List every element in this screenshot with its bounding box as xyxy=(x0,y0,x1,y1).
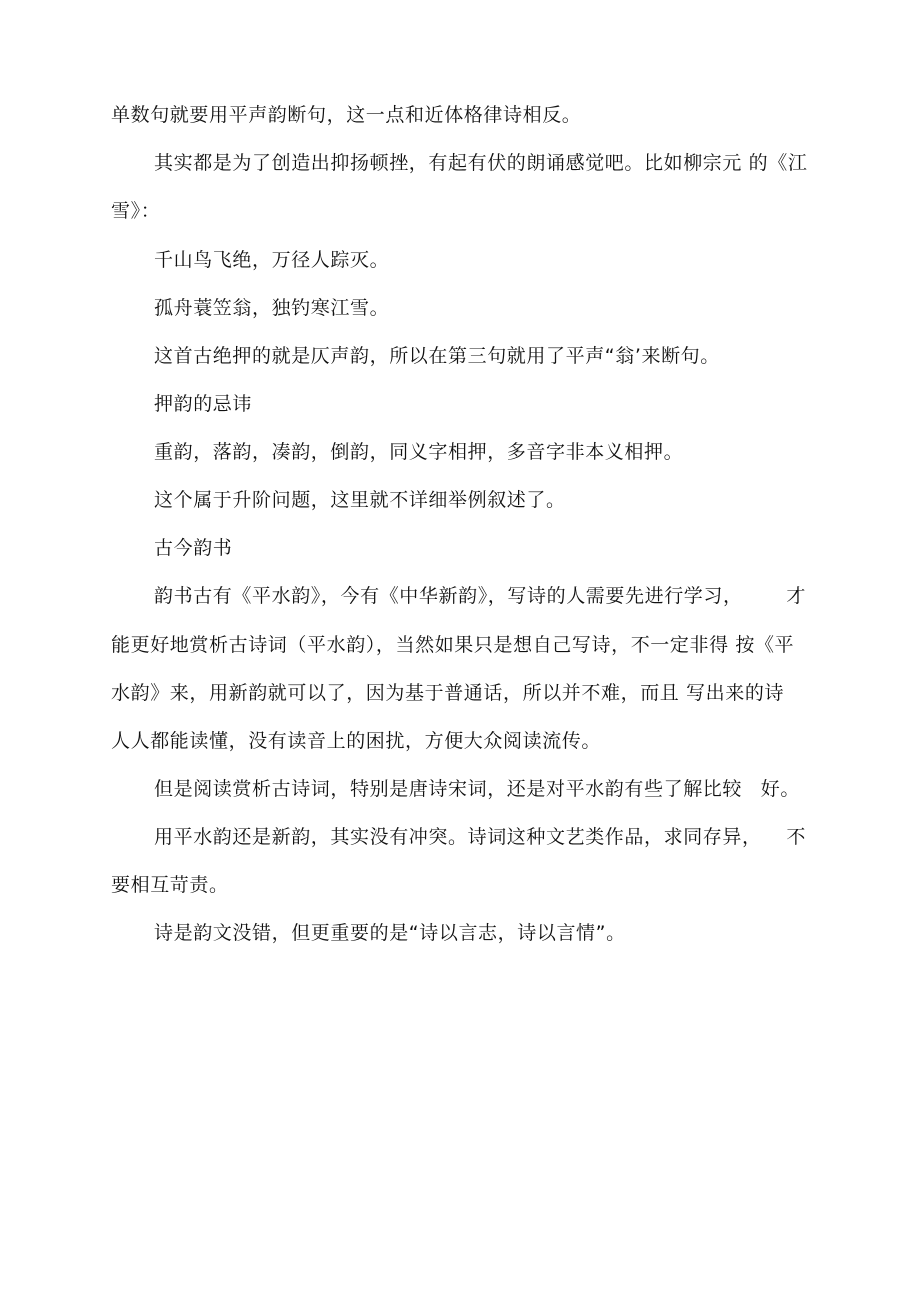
paragraph-line: 人人都能读懂，没有读音上的困扰，方便大众阅读流传。 xyxy=(111,730,602,752)
paragraph-line: 其实都是为了创造出抑扬顿挫，有起有伏的朗诵感觉吧。比如柳宗元 的《江 xyxy=(154,152,808,174)
line-tail: 不 xyxy=(786,826,806,848)
poem-line: 孤舟蓑笠翁，独钓寒江雪。 xyxy=(154,297,390,319)
paragraph-line xyxy=(154,825,806,849)
poem-line: 千山鸟飞绝，万径人踪灭。 xyxy=(154,249,390,271)
section-heading: 古今韵书 xyxy=(154,537,233,559)
line-tail: 才 xyxy=(786,585,806,607)
paragraph-line: 这个属于升阶问题，这里就不详细举例叙述了。 xyxy=(154,489,566,511)
paragraph-line: 能更好地赏析古诗词（平水韵），当然如果只是想自己写诗，不一定非得 按《平 xyxy=(111,634,795,656)
paragraph-line: 雪》： xyxy=(111,200,161,222)
paragraph-line xyxy=(154,584,806,608)
paragraph-line: 这首古绝押的就是仄声韵，所以在第三句就用了平声“翁’来断句。 xyxy=(154,345,720,367)
line-text: 韵书古有《平水韵》，今有《中华新韵》，写诗的人需要先进行学习， xyxy=(154,585,743,607)
paragraph-line: 诗是韵文没错，但更重要的是“诗以言志，诗以言情”。 xyxy=(154,922,626,944)
line-text: 但是阅读赏析古诗词，特别是唐诗宋词，还是对平水韵有些了解比较 xyxy=(154,778,743,800)
paragraph-line xyxy=(154,777,800,801)
paragraph-line: 重韵，落韵，凑韵，倒韵，同义字相押，多音字非本义相押。 xyxy=(154,441,684,463)
paragraph-line: 单数句就要用平声韵断句，这一点和近体格律诗相反。 xyxy=(111,104,582,126)
paragraph-line: 水韵》来，用新韵就可以了，因为基于普通话，所以并不难，而且 写出来的诗 xyxy=(111,682,785,704)
paragraph-line: 要相互苛责。 xyxy=(111,874,229,896)
section-heading: 押韵的忌讳 xyxy=(154,393,253,415)
line-tail: 好。 xyxy=(760,778,800,800)
line-text: 用平水韵还是新韵，其实没有冲突。诗词这种文艺类作品，求同存异， xyxy=(154,826,762,848)
